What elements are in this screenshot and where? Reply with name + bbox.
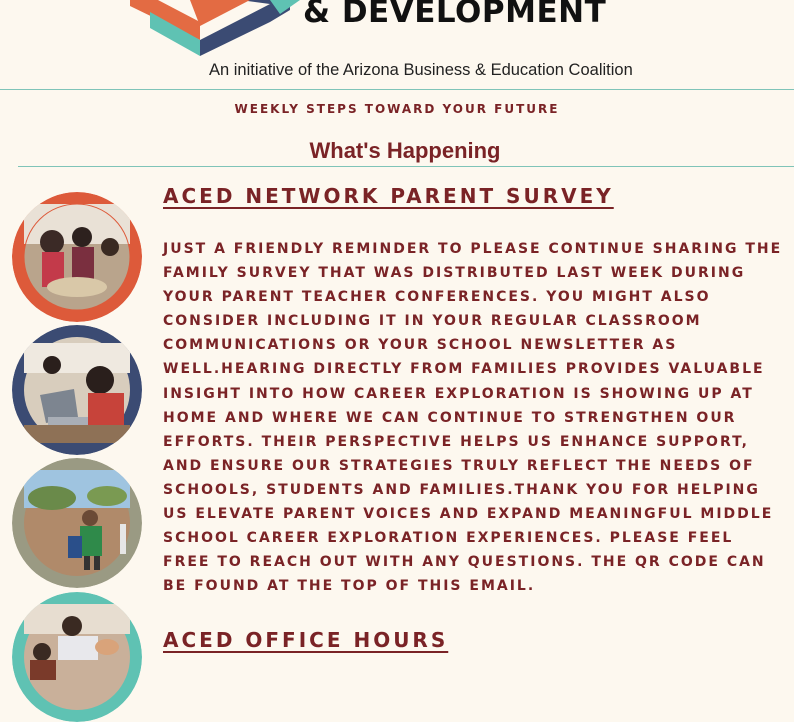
section-heading: What's Happening	[309, 138, 501, 163]
newsletter-tagline: WEEKLY STEPS TOWARD YOUR FUTURE	[234, 102, 560, 116]
article-title-parent-survey[interactable]: ACED NETWORK PARENT SURVEY	[163, 184, 614, 208]
students-laptop-photo	[12, 325, 142, 455]
initiative-subtitle: An initiative of the Arizona Business & Education Coalition	[209, 61, 633, 79]
divider-top	[0, 89, 794, 90]
article-title-office-hours[interactable]: ACED OFFICE HOURS	[163, 628, 449, 652]
logo-graphic	[130, 0, 300, 56]
brand-title: & DEVELOPMENT	[303, 0, 607, 30]
article-body-parent-survey: JUST A FRIENDLY REMINDER TO PLEASE CONTINUE SHARING THE FAMILY SURVEY THAT WAS DISTRIBUTED LAST WEEK DURING YOUR PARENT TEACHER CONFERENCES. YOU MIGHT ALSO CONSIDER INCLUDING IT IN YOUR REGULAR CLASSROOM COMMUNICATIONS OR YOUR SCHOOL NEWSLETTER AS WELL.HEARING DIRECTLY FROM FAMILIES PROVIDES VALUABLE INSIGHT INTO HOW CAREER EXPLORATION IS SHOWING UP AT HOME AND WHERE WE CAN CONTINUE TO STRENGTHEN OUR EFFORTS. THEIR PERSPECTIVE HELPS US ENHANCE SUPPORT, AND ENSURE OUR STRATEGIES TRULY REFLECT THE NEEDS OF SCHOOLS, STUDENTS AND FAMILIES.THANK YOU FOR HELPING US ELEVATE PARENT VOICES AND EXPAND MEANINGFUL MIDDLE SCHOOL CAREER EXPLORATION EXPERIENCES. PLEASE FEEL FREE TO REACH OUT WITH ANY QUESTIONS. THE QR CODE CAN BE FOUND AT THE TOP OF THIS EMAIL.	[163, 241, 783, 595]
students-activity-photo	[12, 592, 142, 722]
students-cooking-photo	[12, 192, 142, 322]
divider-section	[18, 166, 794, 167]
student-outdoors-photo	[12, 458, 142, 588]
